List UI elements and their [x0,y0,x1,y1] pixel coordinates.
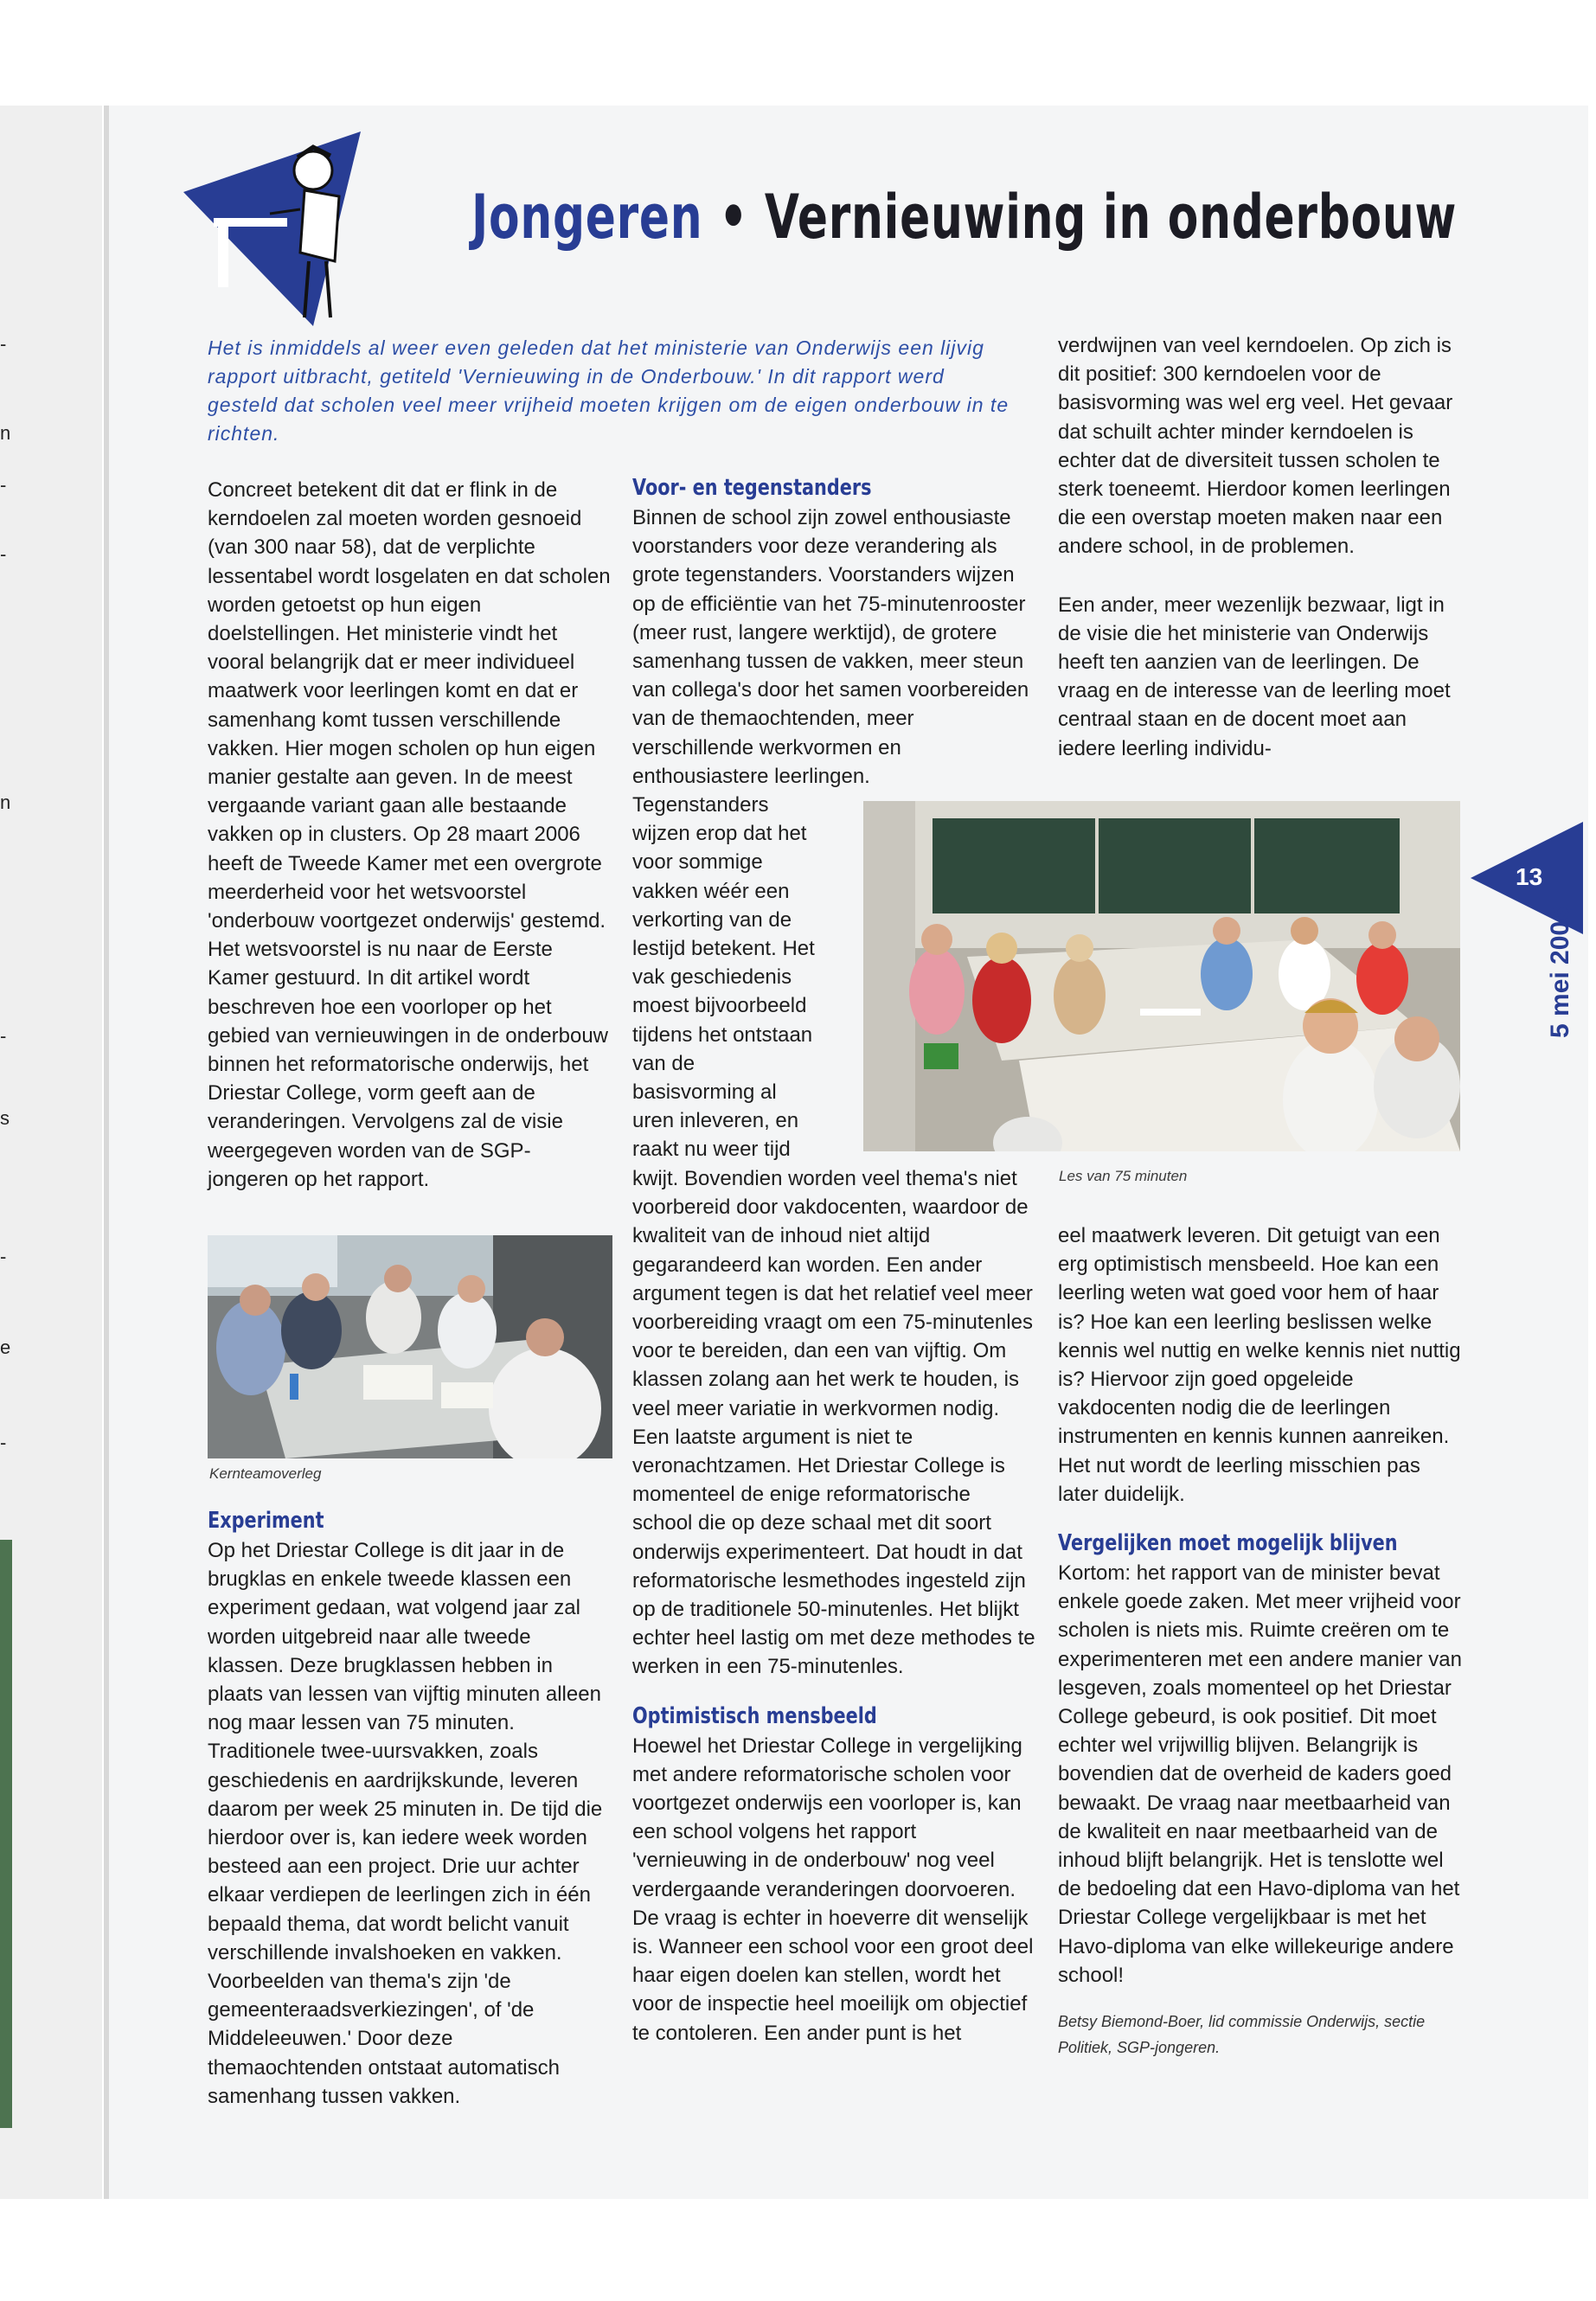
title-separator: • [719,182,749,253]
column-3-lower [1058,1221,1465,2061]
column2-paragraph-continued: kwijt. Bovendien worden veel thema's niet voorbereid door vakdocenten, waardoor de kwaliteit van de inhoud niet altijd gegarandeerd kan worden. Een ander argument tegen is dat het relatief veel meer voorbereiding vraagt om een 75-minutenles voor te bereiden, dan een van vijftig. Om klassen zolang aan het werk te houden, is veel meer variatie in werkvormen nodig. Een laatste argument is niet te veronachtzamen. Het Driestar College is momenteel de enige reformatorische school die op deze schaal met dit soort onderwijs experimenteert. Dat houdt in dat reformatorische lesmethodes ingesteld zijn op de traditionele 50-minutenles. Het blijkt echter heel lastig om met deze methodes te werken in een 75-minutenles. [632,1167,1035,1679]
issue-date: 5 mei 2006 [1546,907,1574,1038]
photo-kernteamoverleg [208,1235,612,1458]
heading-vergelijken: Vergelijken moet mogelijk blijven [1058,1530,1398,1557]
column-3-top [1058,331,1465,763]
prev-page-fragment: - [0,1432,7,1453]
column-2-top [632,472,1035,791]
previous-page [0,106,102,2199]
prev-page-fragment: - [0,474,7,496]
column-1 [208,476,611,1194]
column-2-lower [632,1164,1035,2048]
title-section: Jongeren [471,182,703,253]
author-signature: Betsy Biemond-Boer, lid commissie Onderwijs, sectie Politiek, SGP-jongeren. [1058,2013,1426,2057]
prev-page-fragment: s [0,1107,10,1129]
title-topic: Vernieuwing in onderbouw [764,182,1458,253]
heading-voor-tegenstanders: Voor- en tegenstanders [632,475,872,501]
column3-paragraph-maatwerk: eel maatwerk leveren. Dit getuigt van een erg optimistisch mensbeeld. Hoe kan een leerling weten wat goed voor hem of haar is? Hoe kan een leerling beslissen welke kennis wel nuttig en welke kennis niet nuttig is? Hiervoor zijn goed opgeleide vakdocenten nodig die de leerlingen instrumenten en kennis kunnen aanreiken. Het nut wordt de leerling misschien pas later duidelijk. [1058,1224,1461,1506]
page-number: 13 [1516,863,1543,890]
intro-text: Het is inmiddels al weer even geleden dat het ministerie van Onderwijs een lijvig rapport uitbracht, getiteld 'Vernieuwing in de Onderbouw.' In dit rapport werd gesteld dat scholen veel meer vrijheid moeten krijgen om de eigen onderbouw in te richten. [208,336,1010,445]
prev-page-fragment: - [0,333,7,355]
column2-paragraph-optimistisch: Hoewel het Driestar College in vergelijking met andere reformatorische scholen voor voortgezet onderwijs een voorloper is, kan een school volgens het rapport 'vernieuwing in de onderbouw' nog veel verdergaande veranderingen doorvoeren. De vraag is echter in hoeverre dit wenselijk is. Wanneer een school voor een groot deel haar eigen doelen kan stellen, wordt het voor de inspectie heel moeilijk om objectief te contoleren. Een ander punt is het [632,1734,1034,2045]
column3-paragraph-bezwaar: Een ander, meer wezenlijk bezwaar, ligt in de visie die het ministerie van Onderwijs heeft ten aanzien van de leerlingen. De vraag en de interesse van de leerling moet centraal staan en de docent moet aan iedere leerling individu- [1058,593,1451,760]
previous-page-photo-edge [0,1540,12,2128]
prev-page-fragment: - [0,543,7,565]
speaker-logo-icon [183,131,365,326]
column3-paragraph-kortom: Kortom: het rapport van de minister bevat enkele goede zaken. Met meer vrijheid voor scholen is niets mis. Ruimte creëren om te experimenteren met een andere manier van lesgeven, zoals momenteel op het Driestar College gebeurd, is ook positief. Dit moet echter wel vrijwillig blijven. Belangrijk is bovendien dat de overheid de kaders goed bewaakt. De vraag naar meetbaarheid van de kwaliteit en naar meetbaarheid van de inhoud blijft belangrijk. Het is tenslotte wel de bedoeling dat een Havo-diploma van het Driestar College vergelijkbaar is met het Havo-diploma van elke willekeurige andere school! [1058,1561,1462,1987]
column-1-lower [208,1505,611,2111]
prev-page-fragment: - [0,1246,7,1267]
photo-classroom [863,801,1460,1151]
column1-paragraph: Concreet betekent dit dat er flink in de kerndoelen zal moeten worden gesnoeid (van 300 naar 58), dat de verplichte lessentabel wordt losgelaten en dat scholen worden getoetst op hun eigen doelstellingen. Het ministerie vindt het vooral belangrijk dat er meer individueel maatwerk voor leerlingen komt en dat er samenhang komt tussen verschillende vakken. Hier mogen scholen op hun eigen manier gestalte aan geven. In de meest vergaande variant gaan alle bestaande vakken op in clusters. Op 28 maart 2006 heeft de Tweede Kamer met een overgrote meerderheid voor het wetsvoorstel 'onderbouw voortgezet onderwijs' gestemd. Het wetsvoorstel is nu naar de Eerste Kamer gestuurd. In dit artikel wordt beschreven hoe een voorloper op het gebied van vernieuwingen in de onderbouw binnen het reformatorische onderwijs, het Driestar College, vorm geeft aan de veranderingen. Vervolgens zal de visie weergegeven worden van de SGP-jongeren op het rapport. [208,478,611,1191]
column-2-narrow [632,791,821,1164]
heading-optimistisch-mensbeeld: Optimistisch mensbeeld [632,1702,877,1729]
prev-page-fragment: e [0,1336,11,1358]
prev-page-fragment: n [0,792,11,813]
column2-paragraph-tegenstanders: Tegenstanders wijzen erop dat het voor sommige vakken wéér een verkorting van de lestijd betekent. Het vak geschiedenis moest bijvoorbeeld tijdens het ontstaan van de basisvorming al uren inleveren, en raakt nu weer tijd [632,793,815,1162]
prev-page-fragment: n [0,422,11,444]
heading-experiment: Experiment [208,1508,324,1534]
column3-paragraph: verdwijnen van veel kerndoelen. Op zich is dit positief: 300 kerndoelen voor de basisvorming was wel erg veel. Het gevaar dat schuilt achter minder kerndoelen is echter dat de diversiteit tussen scholen te sterk toeneemt. Hierdoor komen leerlingen die een overstap moeten maken naar een andere school, in de problemen. [1058,334,1453,559]
photo-caption-les: Les van 75 minuten [1059,1168,1188,1184]
article-title [471,182,1457,253]
photo-caption-kernteam: Kernteamoverleg [209,1465,322,1482]
column2-paragraph: Binnen de school zijn zowel enthousiaste voorstanders voor deze verandering als grote tegenstanders. Voorstanders wijzen op de efficiëntie van het 75-minutenrooster (meer rust, langere werktijd), de grotere samenhang tussen de vakken, meer steun van collega's door het samen voorbereiden van de themaochtenden, meer verschillende werkvormen en enthousiastere leerlingen. [632,506,1029,788]
column1-paragraph-experiment: Op het Driestar College is dit jaar in de brugklas en enkele tweede klassen een experiment gedaan, wat volgend jaar zal worden uitgebreid naar alle tweede klassen. Deze brugklassen hebben in plaats van lessen van vijftig minuten alleen nog maar lessen van 75 minuten. Traditionele twee-uursvakken, zoals geschiedenis en aardrijkskunde, leveren daarom per week 25 minuten in. De tijd die hierdoor over is, kan iedere week worden besteed aan een project. Drie uur achter elkaar verdiepen de leerlingen zich in één bepaald thema, dat wordt belicht vanuit verschillende invalshoeken en vakken. Voorbeelden van thema's zijn 'de gemeenteraadsverkiezingen', of 'de Middeleeuwen.' Door deze themaochtenden ontstaat automatisch samenhang tussen vakken. [208,1539,603,2108]
prev-page-fragment: - [0,1025,7,1047]
